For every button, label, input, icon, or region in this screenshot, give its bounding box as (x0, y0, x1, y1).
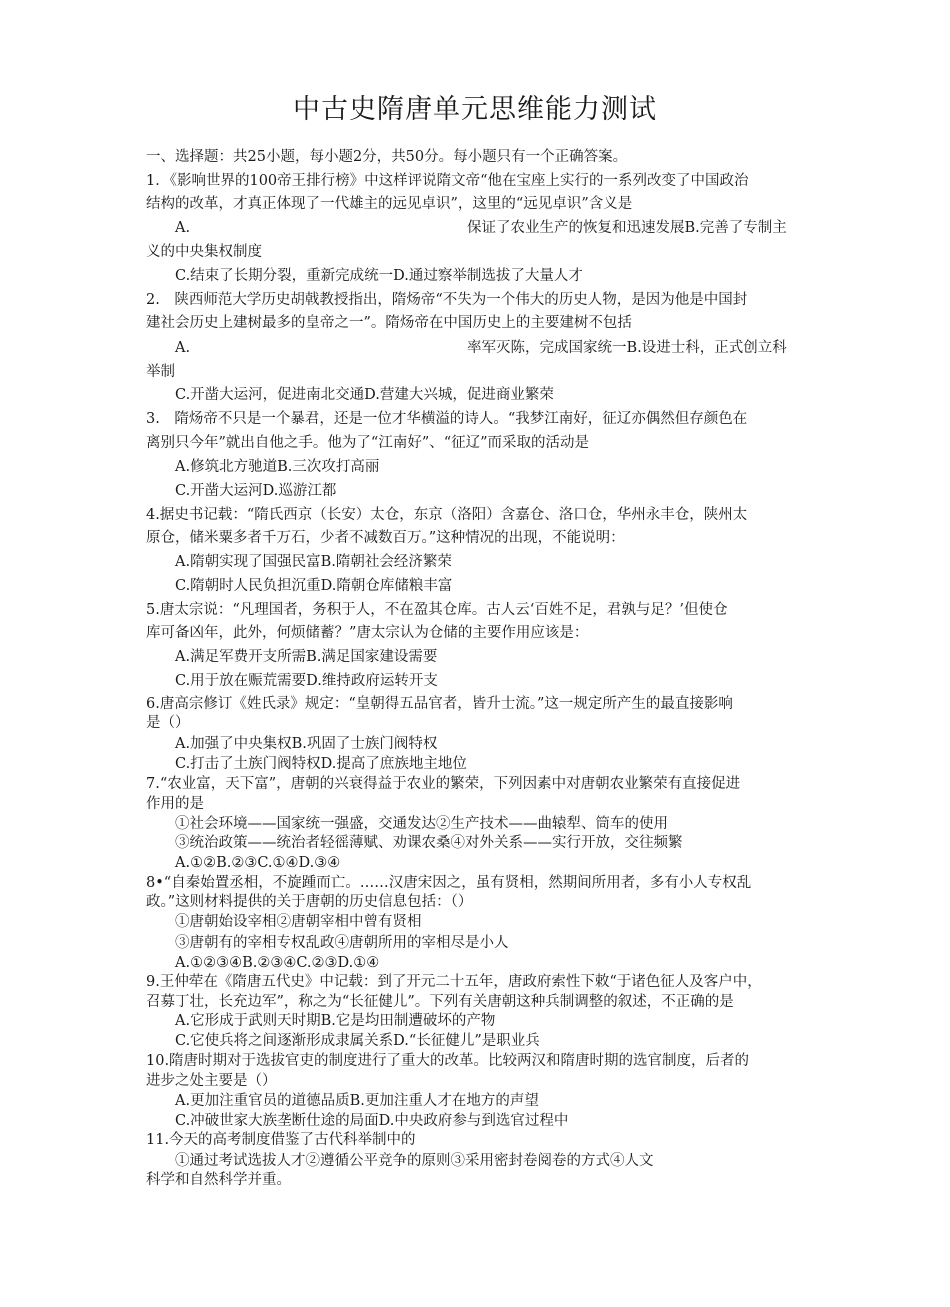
option-line: C.它使兵将之间逐渐形成隶属关系D.“长征健儿”是职业兵 (175, 1033, 540, 1049)
statement-line: ①唐朝始设宰相②唐朝宰相中曾有贤相 (175, 914, 422, 930)
option-line: C.打击了土族门阀特权D.提高了庶族地主地位 (175, 756, 467, 772)
option-line: 举制 (146, 364, 175, 380)
question-text: 10.隋唐时期对于选拔官吏的制度进行了重大的改革。比较两汉和隋唐时期的选官制度，后者的 (146, 1053, 750, 1069)
question-text: 作用的是 (146, 796, 204, 812)
question-text: 5.唐太宗说：“凡理国者，务积于人，不在盈其仓库。古人云‘百姓不足，君孰与足？’但使仓 (146, 602, 728, 618)
option-line: C.冲破世家大族垄断仕途的局面D.中央政府参与到选官过程中 (175, 1113, 569, 1129)
option-line: C.隋朝时人民负担沉重D.隋朝仓库储粮丰富 (175, 578, 453, 594)
option-line: A.修筑北方驰道B.三次攻打高丽 (175, 459, 380, 475)
question-text: 3. 隋炀帝不只是一个暴君，还是一位才华横溢的诗人。“我梦江南好，征辽亦偶然但存颜色在 (146, 411, 748, 427)
page-title: 中古史隋唐单元思维能力测试 (293, 94, 657, 125)
question-text: 9.王仲荦在《隋唐五代史》中记载：到了开元二十五年，唐政府索性下敕“于诸色征人及客户中， (146, 974, 762, 990)
option-line: A.隋朝实现了国强民富B.隋朝社会经济繁荣 (175, 554, 452, 570)
statement-line: ③唐朝有的宰相专权乱政④唐朝所用的宰相尽是小人 (175, 935, 509, 951)
option-line: C.开凿大运河，促进南北交通D.营建大兴城，促进商业繁荣 (175, 387, 554, 403)
section-header: 一、选择题：共25小题，每小题2分，共50分。每小题只有一个正确答案。 (146, 149, 628, 165)
question-text: 7.“农业富，天下富”，唐朝的兴衰得益于农业的繁荣，下列因素中对唐朝农业繁荣有直接促进 (146, 776, 741, 792)
question-text: 是（） (146, 715, 190, 731)
statement-line: ①社会环境——国家统一强盛，交通发达②生产技术——曲辕犁、筒车的使用 (175, 816, 668, 832)
statement-line: ③统治政策——统治者轻徭薄赋、劝课农桑④对外关系——实行开放，交往频繁 (175, 835, 683, 851)
option-line: C.用于放在赈荒需要D.维持政府运转开支 (175, 673, 438, 689)
question-text: 库可备凶年，此外，何烦储蓄？”唐太宗认为仓储的主要作用应该是： (146, 625, 589, 641)
question-text: 建社会历史上建树最多的皇帝之一”。隋炀帝在中国历史上的主要建树不包括 (146, 315, 632, 331)
option-line: A.满足军费开支所需B.满足国家建设需要 (175, 649, 438, 665)
question-text: 离别只今年”就出自他之手。他为了“江南好”、“征辽”而采取的活动是 (146, 435, 590, 451)
question-text: 1．《影响世界的100帝王排行榜》中这样评说隋文帝“他在宝座上实行的一系列改变了中国政治 (146, 173, 749, 189)
question-text: 2. 陕西师范大学历史胡戟教授指出，隋炀帝“不失为一个伟大的历史人物，是因为他是中国封 (146, 292, 748, 308)
option-line: 率军灭陈，完成国家统一B.设进士科，正式创立科 (467, 340, 787, 356)
option-line: 保证了农业生产的恢复和迅速发展B.完善了专制主 (467, 220, 787, 236)
statement-line: 科学和自然科学并重。 (146, 1172, 291, 1188)
question-text: 8•“自秦始置丞相，不旋踵而亡。……汉唐宋因之，虽有贤相，然期间所用者，多有小人专权乱 (146, 875, 752, 891)
option-line: C.结束了长期分裂，重新完成统一D.通过察举制选拔了大量人才 (175, 268, 583, 284)
option-line: C.开凿大运河D.巡游江都 (175, 483, 337, 499)
question-text: 原仓，储米粟多者千万石，少者不减数百万。”这种情况的出现，不能说明： (146, 530, 625, 546)
option-line: A.加强了中央集权B.巩固了士族门阀特权 (175, 736, 438, 752)
question-text: 召募丁壮，长充边军”，称之为“长征健儿”。下列有关唐朝这种兵制调整的叙述，不正确的是 (146, 994, 734, 1010)
question-text: 政。”这则材料提供的关于唐朝的历史信息包括：（） (146, 894, 473, 910)
question-text: 结构的改革，才真正体现了一代雄主的远见卓识”，这里的“远见卓识”含义是 (146, 196, 633, 212)
question-text: 6.唐高宗修订《姓氏录》规定：“皇朝得五品官者，皆升士流。”这一规定所产生的最直接影响 (146, 696, 733, 712)
option-line: 义的中央集权制度 (146, 244, 262, 260)
option-line: A.它形成于武则天时期B.它是均田制遭破坏的产物 (175, 1013, 496, 1029)
option-line: A.①②B.②③C.①④D.③④ (175, 855, 341, 871)
question-text: 进步之处主要是（） (146, 1073, 277, 1089)
statement-line: ①通过考试选拔人才②遵循公平竞争的原则③采用密封卷阅卷的方式④人文 (175, 1153, 654, 1169)
option-label: A. (175, 340, 191, 356)
option-label: A. (175, 220, 191, 236)
question-text: 11.今天的高考制度借鉴了古代科举制中的 (146, 1132, 416, 1148)
option-line: A.①②③④B.②③④C.②③D.①④ (175, 955, 380, 971)
question-text: 4.据史书记载：“隋氏西京（长安）太仓，东京（洛阳）含嘉仓、洛口仓，华州永丰仓，陕州太 (146, 507, 748, 523)
option-line: A.更加注重官员的道德品质B.更加注重人才在地方的声望 (175, 1093, 539, 1109)
